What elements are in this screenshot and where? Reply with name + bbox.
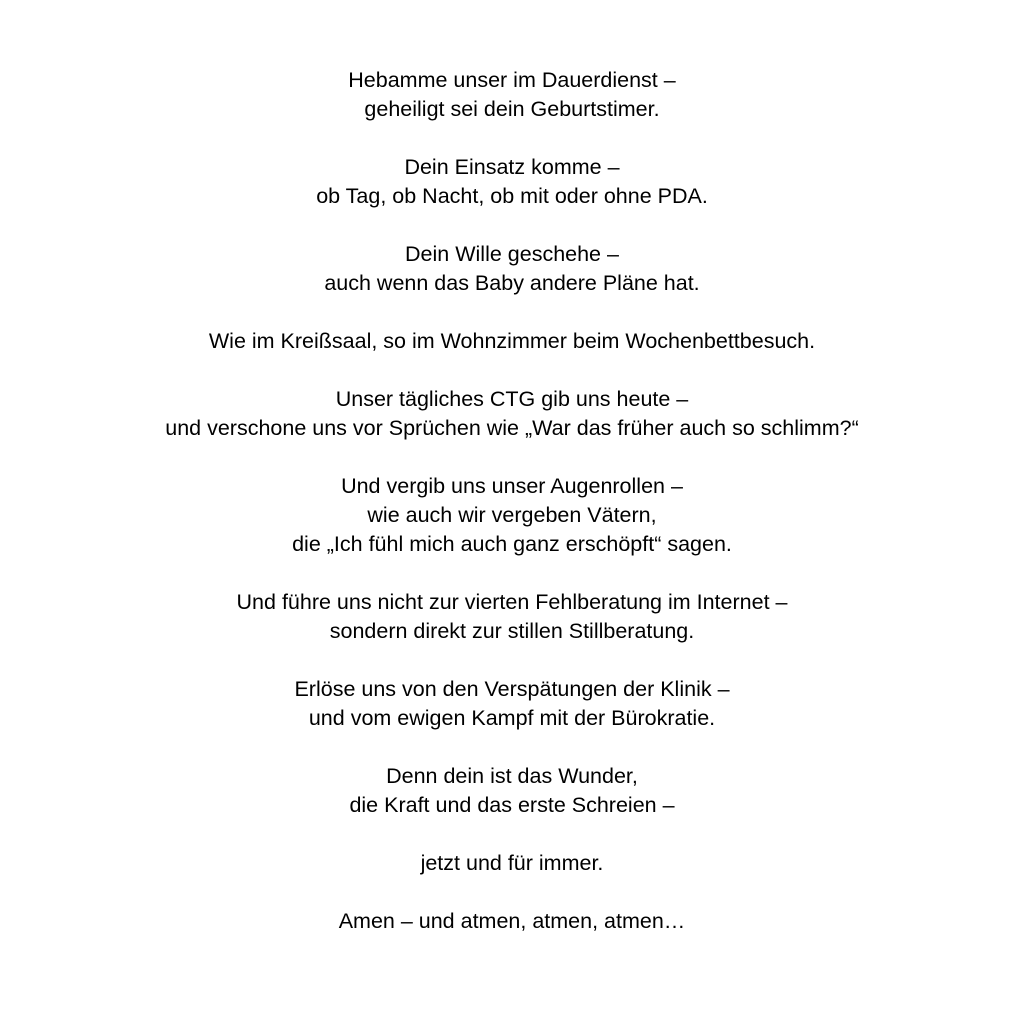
stanza-11 xyxy=(0,907,1024,936)
poem-line: sondern direkt zur stillen Stillberatung. xyxy=(329,619,695,643)
poem-line: die „Ich fühl mich auch ganz erschöpft“ sagen. xyxy=(292,532,732,556)
poem-line: auch wenn das Baby andere Pläne hat. xyxy=(324,271,700,295)
poem-line: Erlöse uns von den Verspätungen der Klinik – xyxy=(294,677,730,701)
stanza-9 xyxy=(0,762,1024,820)
poem-line: Hebamme unser im Dauerdienst – xyxy=(348,68,676,92)
poem-line: und verschone uns vor Sprüchen wie „War das früher auch so schlimm?“ xyxy=(165,416,859,440)
stanza-3 xyxy=(0,240,1024,298)
poem-line: Dein Wille geschehe – xyxy=(405,242,619,266)
poem-line: wie auch wir vergeben Vätern, xyxy=(367,503,657,527)
stanza-5 xyxy=(0,385,1024,443)
stanza-1 xyxy=(0,66,1024,124)
stanza-10 xyxy=(0,849,1024,878)
poem-line: geheiligt sei dein Geburtstimer. xyxy=(364,97,660,121)
stanza-2 xyxy=(0,153,1024,211)
poem xyxy=(0,66,1024,965)
poem-line: Denn dein ist das Wunder, xyxy=(386,764,638,788)
poem-line: und vom ewigen Kampf mit der Bürokratie. xyxy=(308,706,716,730)
poem-line: Und führe uns nicht zur vierten Fehlberatung im Internet – xyxy=(236,590,788,614)
stanza-8 xyxy=(0,675,1024,733)
stanza-4 xyxy=(0,327,1024,356)
poem-line: Amen – und atmen, atmen, atmen… xyxy=(338,909,686,933)
poem-line: Unser tägliches CTG gib uns heute – xyxy=(335,387,689,411)
poem-line: jetzt und für immer. xyxy=(420,851,604,875)
poem-line: Und vergib uns unser Augenrollen – xyxy=(341,474,683,498)
stanza-7 xyxy=(0,588,1024,646)
stanza-6 xyxy=(0,472,1024,559)
poem-line: Dein Einsatz komme – xyxy=(404,155,620,179)
poem-line: die Kraft und das erste Schreien – xyxy=(349,793,675,817)
poem-line: ob Tag, ob Nacht, ob mit oder ohne PDA. xyxy=(316,184,708,208)
poem-line: Wie im Kreißsaal, so im Wohnzimmer beim Wochenbettbesuch. xyxy=(208,329,816,353)
